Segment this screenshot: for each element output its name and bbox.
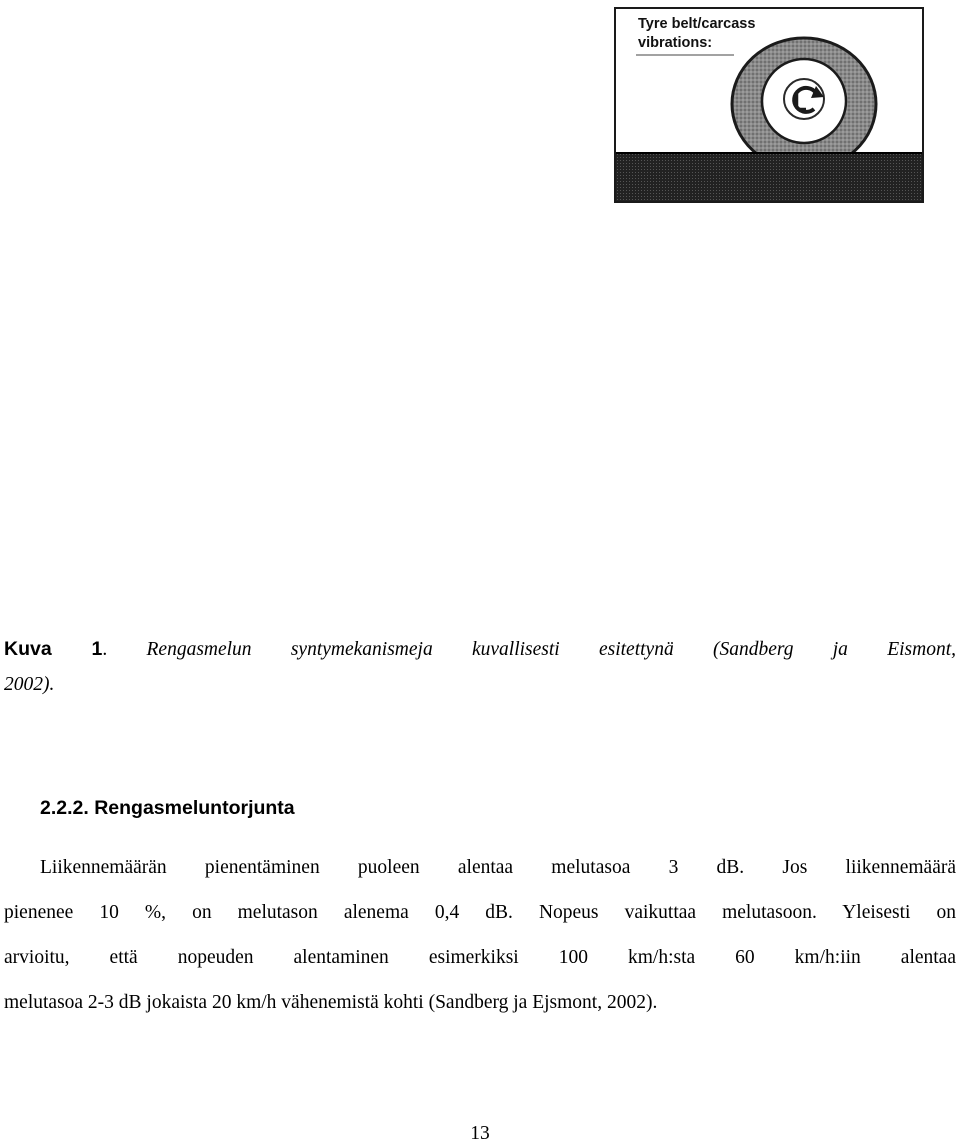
road-surface [616, 153, 922, 201]
paragraph-line: arvioitu, että nopeuden alentaminen esimerkiksi 100 km/h:sta 60 km/h:iin alentaa [4, 947, 956, 968]
paragraph-line: pienenee 10 %, on melutason alenema 0,4 dB. Nopeus vaikuttaa melutasoon. Yleisesti on [4, 902, 956, 923]
tyre-vibration-figure [614, 7, 924, 203]
paragraph-line: Liikennemäärän pienentäminen puoleen alentaa melutasoa 3 dB. Jos liikennemäärä [40, 857, 956, 878]
figure-caption [4, 632, 956, 667]
figure-label: Tyre belt/carcass vibrations: [638, 16, 756, 51]
caption-separator: . [102, 639, 108, 660]
caption-text-end: 2002). [4, 674, 55, 695]
paragraph-line: melutasoa 2-3 dB jokaista 20 km/h vähenemistä kohti (Sandberg ja Ejsmont, 2002). [4, 992, 658, 1013]
figure-caption-continued [4, 667, 54, 702]
page-number: 13 [470, 1123, 490, 1144]
caption-label: Kuva 1 [4, 638, 103, 660]
caption-text: Rengasmelun syntymekanismeja kuvallisesti esitettynä (Sandberg ja Eismont, [146, 639, 956, 660]
section-heading: 2.2.2. Rengasmeluntorjunta [40, 797, 295, 819]
